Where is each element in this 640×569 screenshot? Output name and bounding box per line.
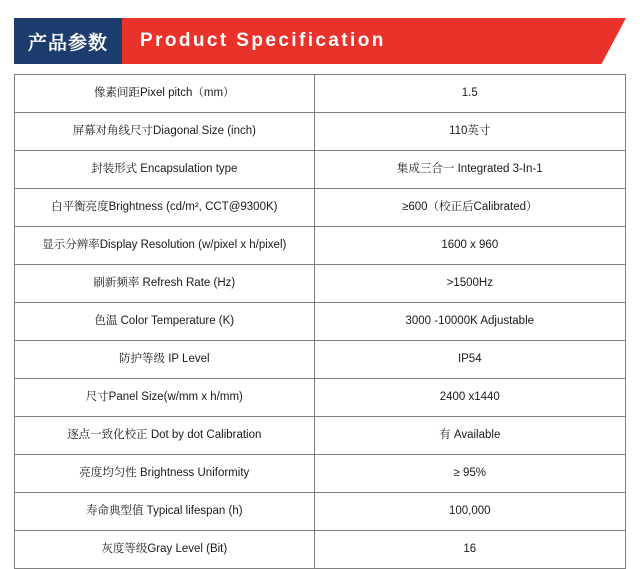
- spec-value: 1600 x 960: [314, 227, 625, 265]
- spec-label: 防护等级 IP Level: [15, 341, 315, 379]
- spec-value: 2400 x1440: [314, 379, 625, 417]
- table-row: [15, 531, 626, 569]
- spec-label: 灰度等级Gray Level (Bit): [15, 531, 315, 569]
- specification-table-body: [15, 75, 626, 569]
- spec-value: 110英寸: [314, 113, 625, 151]
- table-row: [15, 379, 626, 417]
- page-title-en: Product Specification: [140, 30, 386, 51]
- page-title-cn: 产品参数: [14, 18, 122, 64]
- spec-label: 白平衡亮度Brightness (cd/m², CCT@9300K): [15, 189, 315, 227]
- spec-value: 有 Available: [314, 417, 625, 455]
- table-row: [15, 303, 626, 341]
- table-row: [15, 227, 626, 265]
- spec-value: 1.5: [314, 75, 625, 113]
- spec-label: 显示分辨率Display Resolution (w/pixel x h/pixel): [15, 227, 315, 265]
- table-row: [15, 417, 626, 455]
- specification-table: [14, 74, 626, 569]
- spec-value: 100,000: [314, 493, 625, 531]
- spec-value: >1500Hz: [314, 265, 625, 303]
- table-row: [15, 189, 626, 227]
- spec-value: IP54: [314, 341, 625, 379]
- table-row: [15, 113, 626, 151]
- spec-label: 尺寸Panel Size(w/mm x h/mm): [15, 379, 315, 417]
- spec-label: 像素间距Pixel pitch（mm）: [15, 75, 315, 113]
- spec-label: 逐点一致化校正 Dot by dot Calibration: [15, 417, 315, 455]
- specification-page: [0, 18, 640, 555]
- table-row: [15, 265, 626, 303]
- spec-label: 色温 Color Temperature (K): [15, 303, 315, 341]
- spec-label: 屏幕对角线尺寸Diagonal Size (inch): [15, 113, 315, 151]
- spec-label: 封装形式 Encapsulation type: [15, 151, 315, 189]
- table-row: [15, 75, 626, 113]
- spec-value: 集成三合一 Integrated 3-In-1: [314, 151, 625, 189]
- spec-value: ≥600（校正后Calibrated）: [314, 189, 625, 227]
- spec-label: 寿命典型值 Typical lifespan (h): [15, 493, 315, 531]
- table-row: [15, 151, 626, 189]
- spec-value: 16: [314, 531, 625, 569]
- spec-value: 3000 -10000K Adjustable: [314, 303, 625, 341]
- table-row: [15, 341, 626, 379]
- spec-label: 刷新频率 Refresh Rate (Hz): [15, 265, 315, 303]
- table-row: [15, 493, 626, 531]
- page-header: [14, 18, 626, 64]
- table-row: [15, 455, 626, 493]
- spec-value: ≥ 95%: [314, 455, 625, 493]
- spec-label: 亮度均匀性 Brightness Uniformity: [15, 455, 315, 493]
